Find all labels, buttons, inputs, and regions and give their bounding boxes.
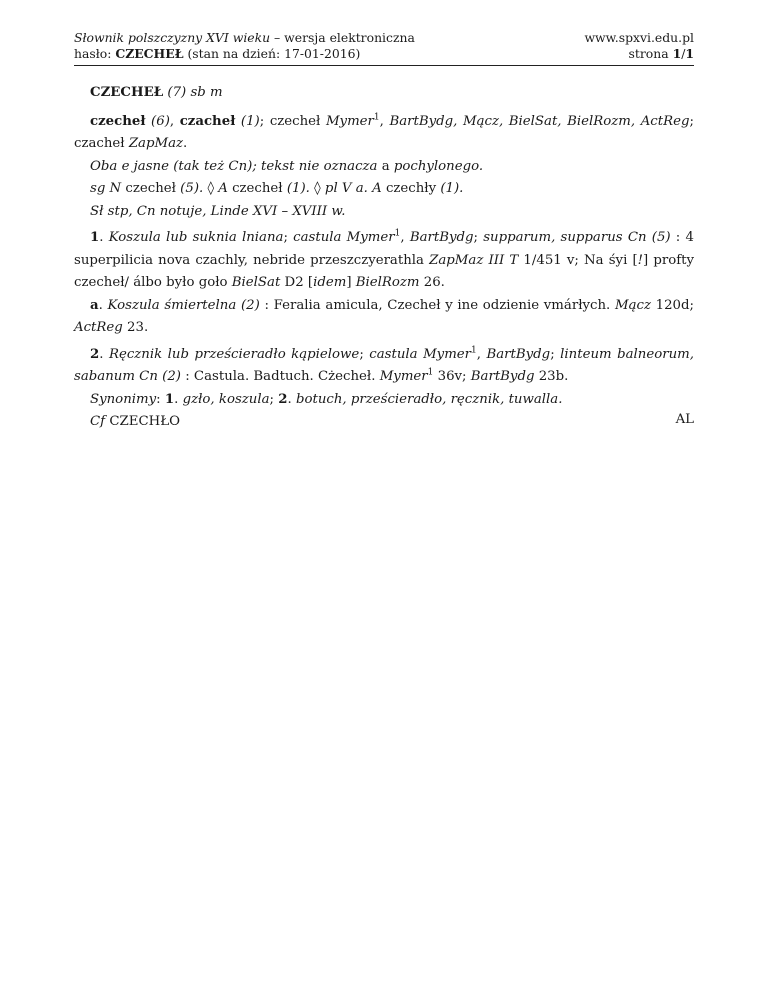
header-left xyxy=(74,30,415,62)
dictionary-title: Słownik polszczyzny XVI wieku – wersja elektroniczna xyxy=(74,30,415,45)
website-link[interactable]: www.spxvi.edu.pl xyxy=(584,30,694,45)
entry-note-vowels: Oba e jasne (tak też Cn); tekst nie oznacza a pochylonego. xyxy=(90,158,484,174)
cross-reference: Cf CZECHŁO xyxy=(90,414,181,429)
sense-1a: a. Koszula śmiertelna (2) : Feralia amicula, Czecheł y ine odzienie vmárłych. Mącz 120d; ActReg 23. xyxy=(74,297,695,335)
sense-1: 1. Koszula lub suknia lniana; castula Mymer$^1$, BartBydg; supparum, supparus Cn (5) : 4 superpilicia nova czachly, nebride przeszczyerathla ZapMaz III T 1/451 v; Na śyi [!] profty czecheł/ álbo było goło BielSat D2 [idem] BielRozm 26. xyxy=(74,228,694,290)
page-number: strona 1/1 xyxy=(628,46,694,61)
author-initials: AL xyxy=(675,412,694,427)
synonyms: Synonimy: 1. gzło, koszula; 2. botuch, prześcieradło, ręcznik, tuwalla. xyxy=(90,391,563,407)
entry-inflection: sg N czecheł (5). ◊ A czecheł (1). ◊ pl V a. A czechły (1). xyxy=(90,181,464,196)
entry-headword: CZECHEŁ xyxy=(90,85,164,100)
cross-reference-link[interactable]: CZECHŁO xyxy=(109,414,181,429)
entry-status: hasło: CZECHEŁ (stan na dzień: 17-01-2016) xyxy=(74,46,361,61)
entry-dictionaries: Sł stp, Cn notuje, Linde XVI – XVIII w. xyxy=(90,203,346,219)
entry-content xyxy=(74,82,694,434)
entry-forms: czecheł (6), czacheł (1); czecheł Mymer$^1$, BartBydg, Mącz, BielSat, BielRozm, ActReg; czacheł ZapMaz. xyxy=(74,112,694,151)
entry-headword-line: CZECHEŁ (7) sb m xyxy=(90,85,223,100)
header-right xyxy=(584,30,694,62)
header-headword: CZECHEŁ xyxy=(115,46,184,61)
sense-2: 2. Ręcznik lub prześcieradło kąpielowe; castula Mymer$^1$, BartBydg; linteum balneorum, sabanum Cn (2) : Castula. Badtuch. Cżecheł. Mymer$^1$ 36v; BartBydg 23b. xyxy=(74,345,694,384)
header-divider xyxy=(74,65,694,66)
